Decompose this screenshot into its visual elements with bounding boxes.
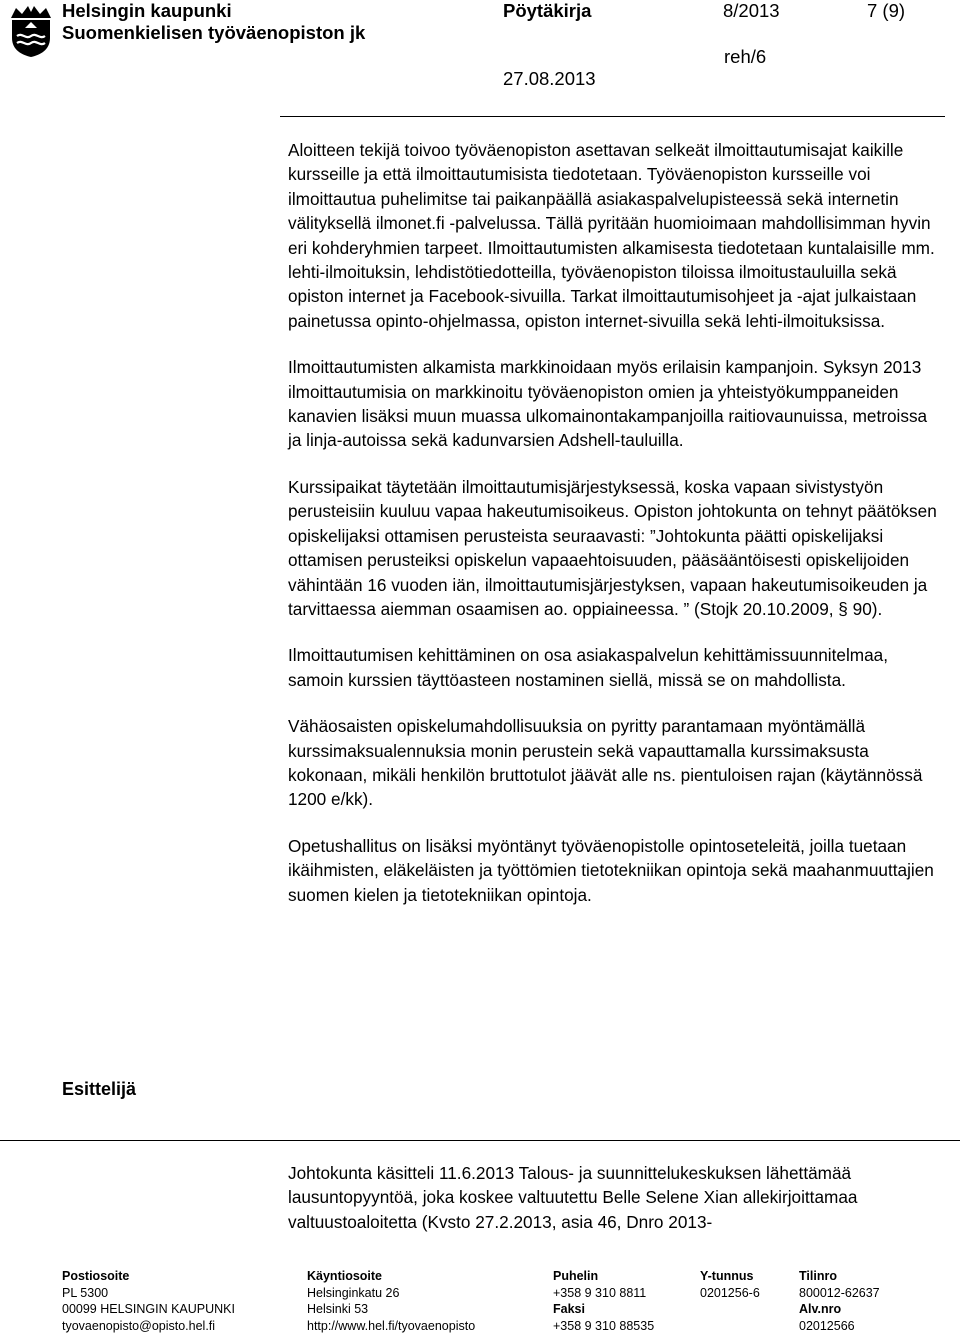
- footer-value: 800012-62637: [799, 1285, 880, 1302]
- footer-heading: Y-tunnus: [700, 1268, 760, 1285]
- footer-business-id: [700, 1268, 760, 1301]
- footer-value: 00099 HELSINGIN KAUPUNKI: [62, 1301, 235, 1318]
- footer-heading: Alv.nro: [799, 1301, 880, 1318]
- footer-value: Helsinginkatu 26: [307, 1285, 475, 1302]
- paragraph: Ilmoittautumisten alkamista markkinoidaan myös erilaisin kampanjoin. Syksyn 2013 ilmoittautumisia on markkinoitu työväenopiston omien ja yhteistyökumppaneiden kanavien lisäksi muun muassa ulkomainontakampanjoilla raitiovaunuissa, metroissa ja linja-autoissa sekä kadunvarsien Adshell-tauluilla.: [288, 355, 938, 453]
- footer-value: +358 9 310 88535: [553, 1318, 654, 1334]
- body-text: [288, 138, 938, 907]
- meeting-date: 27.08.2013: [503, 68, 596, 90]
- section-divider: [0, 1140, 960, 1141]
- paragraph: Kurssipaikat täytetään ilmoittautumisjärjestyksessä, koska vapaan sivistystyön perusteisiin kuuluu vapaa hakeutumisoikeus. Opiston johtokunta on tehnyt päätöksen opiskelijaksi ottamisen perusteista seuraavasti: ”Johtokunta päätti opiskelijaksi ottamisen perusteiksi opiskelun vapaaehtoisuuden, pääsääntöisesti opiskelijoiden vähintään 16 vuoden iän, ilmoittautumisjärjestyksen, vapaan hakeutumisoikeuden ja tarvittaessa aiemman osaamisen ao. oppiaineessa. ” (Stojk 20.10.2009, § 90).: [288, 475, 938, 621]
- footer-website-link[interactable]: http://www.hel.fi/tyovaenopisto: [307, 1318, 475, 1334]
- footer-value: +358 9 310 8811: [553, 1285, 654, 1302]
- section-code: reh/6: [724, 46, 766, 68]
- footer-heading: Käyntiosoite: [307, 1268, 475, 1285]
- org-unit: Suomenkielisen työväenopiston jk: [62, 22, 365, 44]
- footer-postal: [62, 1268, 235, 1334]
- board-note: Johtokunta käsitteli 11.6.2013 Talous- ja suunnittelukeskuksen lähettämää lausuntopyyntöä, joka koskee valtuutettu Belle Selene Xian allekirjoittamaa valtuustoaloitetta (Kvsto 27.2.2013, asia 46, Dnro 2013-: [288, 1161, 948, 1234]
- footer-heading: Postiosoite: [62, 1268, 235, 1285]
- presenter-label: Esittelijä: [62, 1079, 136, 1100]
- footer-visiting: [307, 1268, 475, 1334]
- paragraph: Ilmoittautumisen kehittäminen on osa asiakaspalvelun kehittämissuunnitelmaa, samoin kurssien täyttöasteen nostaminen siellä, missä se on mahdollista.: [288, 643, 938, 692]
- page-number: 7 (9): [867, 0, 905, 22]
- paragraph: Aloitteen tekijä toivoo työväenopiston asettavan selkeät ilmoittautumisajat kaikille kursseille ja että ilmoittautumisista tiedotetaan. Työväenopiston kursseille voi ilmoittautua puhelimitse tai paikanpäällä asiakaspalvelupisteessä sekä internetin välityksellä ilmonet.fi -palvelussa. Tällä pyritään huomioimaan mahdollisimman hyvin eri kohderyhmien tarpeet. Ilmoittautumisten alkamisesta tiedotetaan kuntalaisille mm. lehti-ilmoituksin, lehdistötiedotteilla, työväenopiston tiloissa ilmoitustauluilla sekä opiston internet ja Facebook-sivuilla. Tarkat ilmoittautumisohjeet ja -ajat julkaistaan painetussa opinto-ohjelmassa, opiston internet-sivuilla sekä lehti-ilmoituksissa.: [288, 138, 938, 333]
- footer-value: 0201256-6: [700, 1285, 760, 1302]
- footer-phone: [553, 1268, 654, 1334]
- footer-value: PL 5300: [62, 1285, 235, 1302]
- doc-type: Pöytäkirja: [503, 0, 591, 22]
- footer-heading: Puhelin: [553, 1268, 654, 1285]
- issue-number: 8/2013: [723, 0, 780, 22]
- footer-heading: Tilinro: [799, 1268, 880, 1285]
- helsinki-crest-logo: [8, 4, 54, 58]
- paragraph: Opetushallitus on lisäksi myöntänyt työväenopistolle opintoseteleitä, joilla tuetaan ikäihmisten, eläkeläisten ja työttömien tietotekniikan opintoja sekä maahanmuuttajien suomen kielen ja tietotekniikan opintoja.: [288, 834, 938, 907]
- footer-value: 02012566: [799, 1318, 880, 1334]
- footer-email[interactable]: tyovaenopisto@opisto.hel.fi: [62, 1318, 235, 1334]
- paragraph: Vähäosaisten opiskelumahdollisuuksia on pyritty parantamaan myöntämällä kurssimaksualennuksia monin perustein sekä vapauttamalla kurssimaksusta kokonaan, mikäli henkilön bruttotulot jäävät alle ns. pientuloisen rajan (käytännössä 1200 e/kk).: [288, 714, 938, 812]
- org-name: Helsingin kaupunki: [62, 0, 232, 22]
- header-rule: [280, 116, 945, 117]
- footer-value: Helsinki 53: [307, 1301, 475, 1318]
- footer-account: [799, 1268, 880, 1334]
- footer-heading: Faksi: [553, 1301, 654, 1318]
